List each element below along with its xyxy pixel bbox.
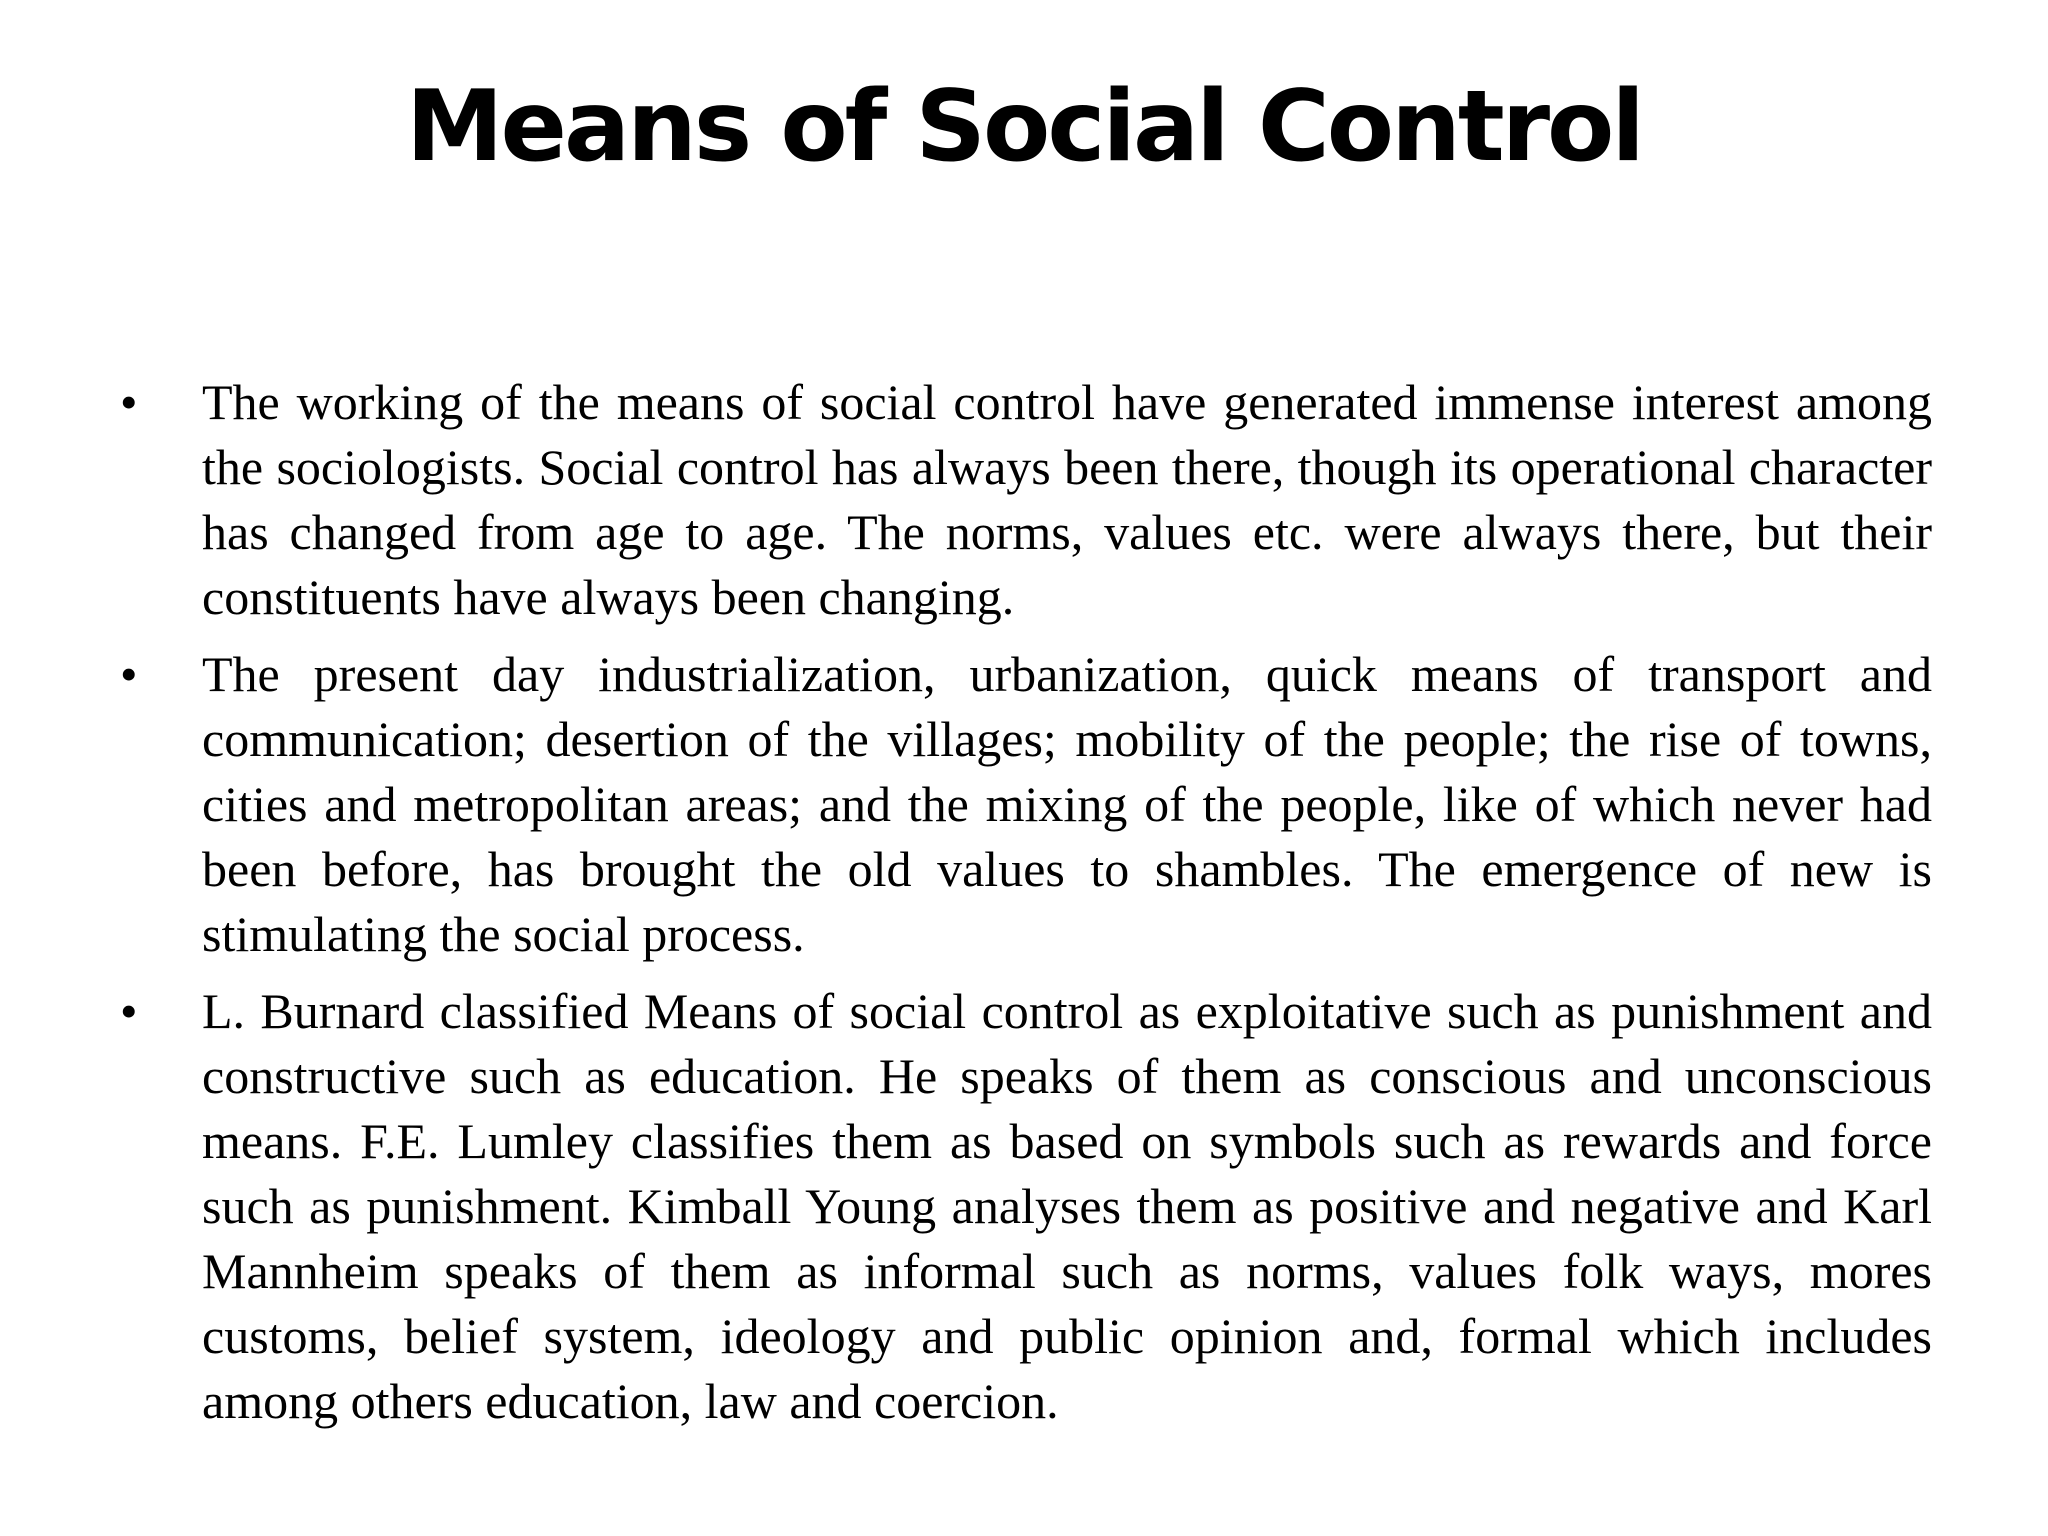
bullet-text: L. Burnard classified Means of social control as exploitative such as punishment and constructive such as education. He speaks of them as conscious and unconscious means. F.E. Lumley classifies them as based on symbols such as rewards and force such as punishment. Kimball Young analyses them as positive and negative and Karl Mannheim speaks of them as informal such as norms, values folk ways, mores customs, belief system, ideology and public opinion and, formal which includes among others education, law and coercion. bbox=[202, 983, 1932, 1429]
bullet-text: The present day industrialization, urbanization, quick means of transport and communication; desertion of the villages; mobility of the people; the rise of towns, cities and metropolitan areas; and the mixing of the people, like of which never had been before, has brought the old values to shambles. The emergence of new is stimulating the social process. bbox=[202, 646, 1932, 962]
bullet-item bbox=[120, 642, 1932, 967]
bullet-list bbox=[120, 370, 1932, 1446]
bullet-icon: • bbox=[120, 374, 138, 430]
bullet-icon: • bbox=[120, 983, 138, 1039]
bullet-item bbox=[120, 979, 1932, 1434]
slide-title: Means of Social Control bbox=[406, 70, 1642, 184]
bullet-text: The working of the means of social control have generated immense interest among the sociologists. Social control has always been there, though its operational character has changed from age to age. The norms, values etc. were always there, but their constituents have always been changing. bbox=[202, 374, 1932, 625]
bullet-item bbox=[120, 370, 1932, 630]
bullet-icon: • bbox=[120, 646, 138, 702]
